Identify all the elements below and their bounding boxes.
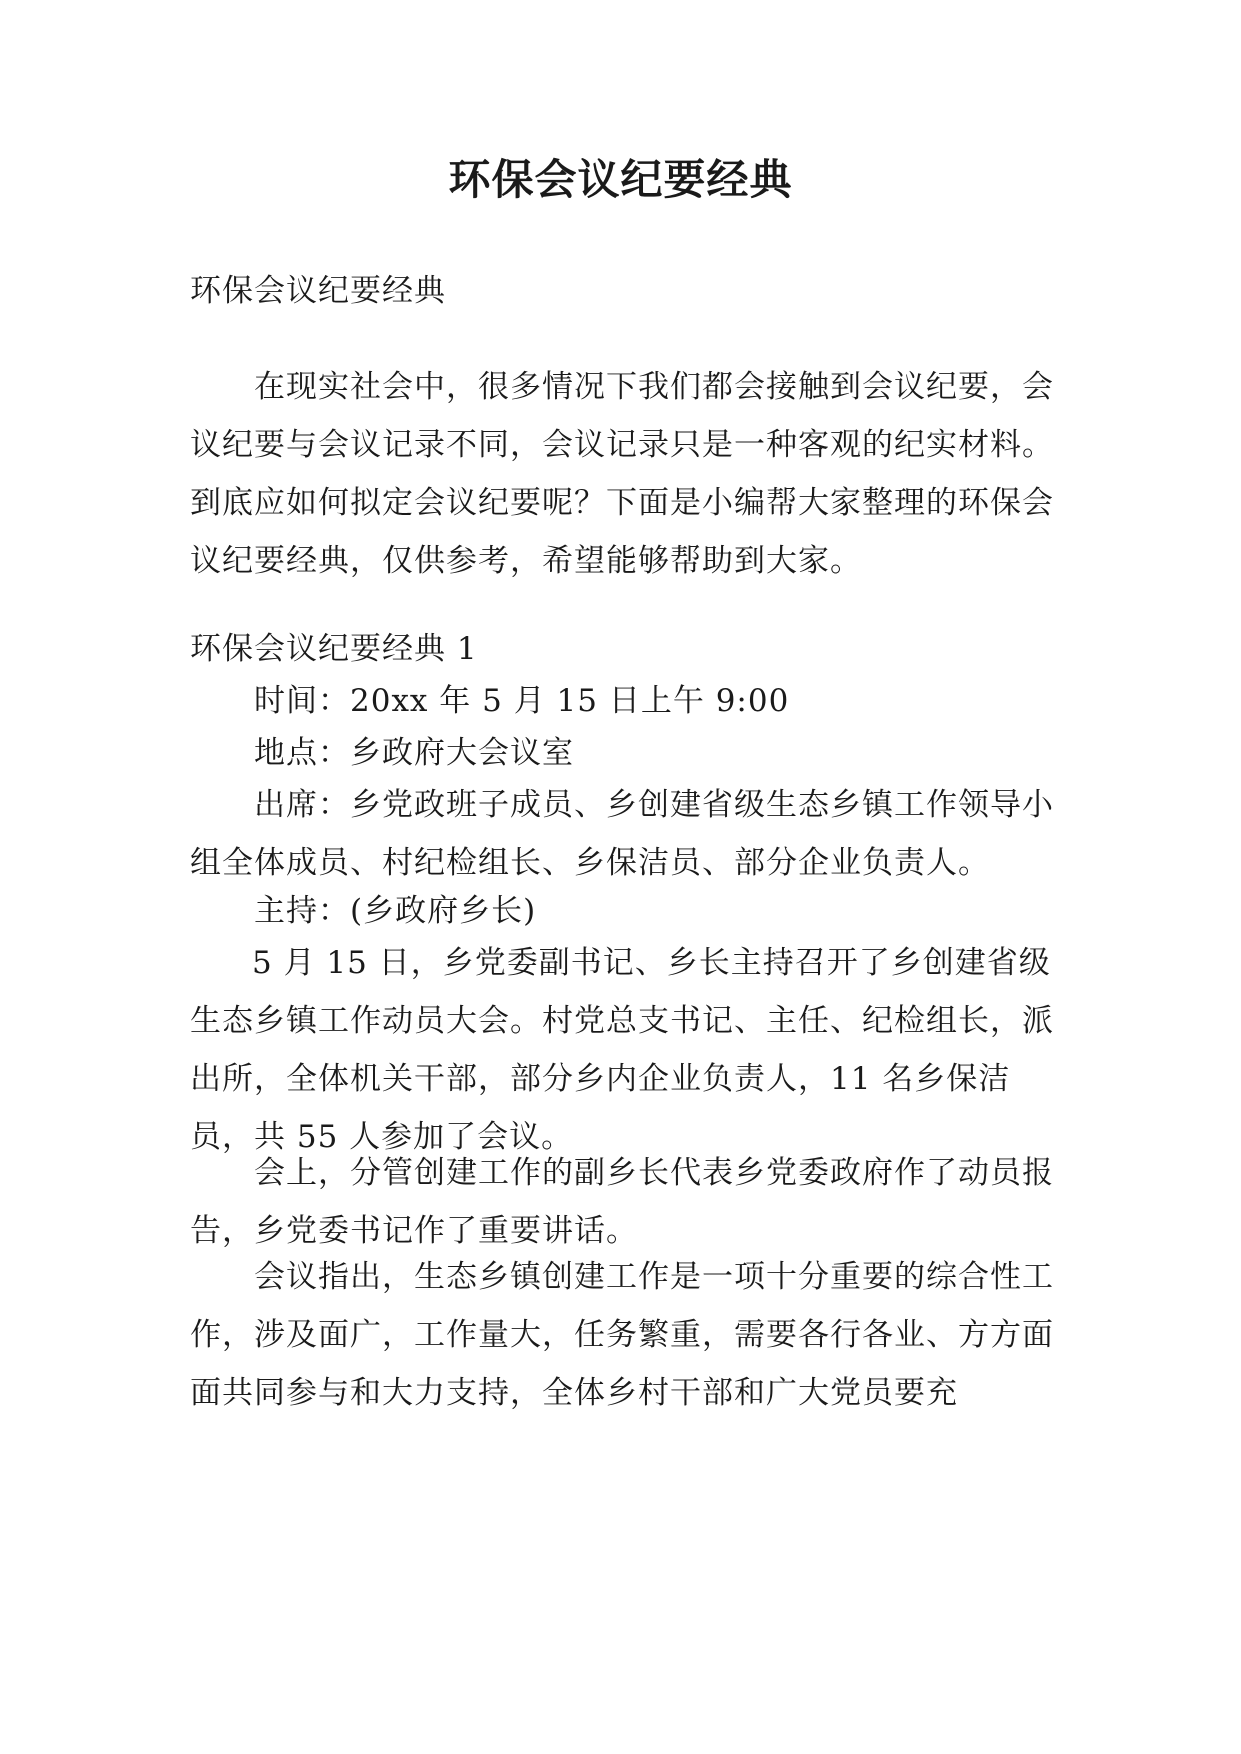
document-subtitle: 环保会议纪要经典 <box>190 273 446 309</box>
intro-paragraph: 在现实社会中，很多情况下我们都会接触到会议纪要，会议纪要与会议记录不同，会议记录只是一种客观的纪实材料。到底应如何拟定会议纪要呢？下面是小编帮大家整理的环保会议纪要经典，仅供参考，希望能够帮助到大家。 <box>190 369 1054 579</box>
section-heading: 环保会议纪要经典 1 <box>190 631 478 667</box>
document-title: 环保会议纪要经典 <box>448 155 793 204</box>
meeting-host: 主持：(乡政府乡长) <box>254 893 537 929</box>
meeting-place: 地点：乡政府大会议室 <box>254 735 574 771</box>
meeting-time: 时间：20xx 年 5 月 15 日上午 9:00 <box>254 683 790 719</box>
meeting-attendees: 出席：乡党政班子成员、乡创建省级生态乡镇工作领导小组全体成员、村纪检组长、乡保洁员、部分企业负责人。 <box>190 787 1054 881</box>
paragraph-meeting-summary: 5 月 15 日，乡党委副书记、乡长主持召开了乡创建省级生态乡镇工作动员大会。村党总支书记、主任、纪检组长，派出所，全体机关干部，部分乡内企业负责人，11 名乡保洁员，共 55 人参加了会议。 <box>190 945 1054 1155</box>
paragraph-meeting-points: 会议指出，生态乡镇创建工作是一项十分重要的综合性工作，涉及面广，工作量大，任务繁重，需要各行各业、方方面面共同参与和大力支持，全体乡村干部和广大党员要充 <box>190 1259 1054 1411</box>
paragraph-reports: 会上，分管创建工作的副乡长代表乡党委政府作了动员报告，乡党委书记作了重要讲话。 <box>190 1155 1054 1249</box>
